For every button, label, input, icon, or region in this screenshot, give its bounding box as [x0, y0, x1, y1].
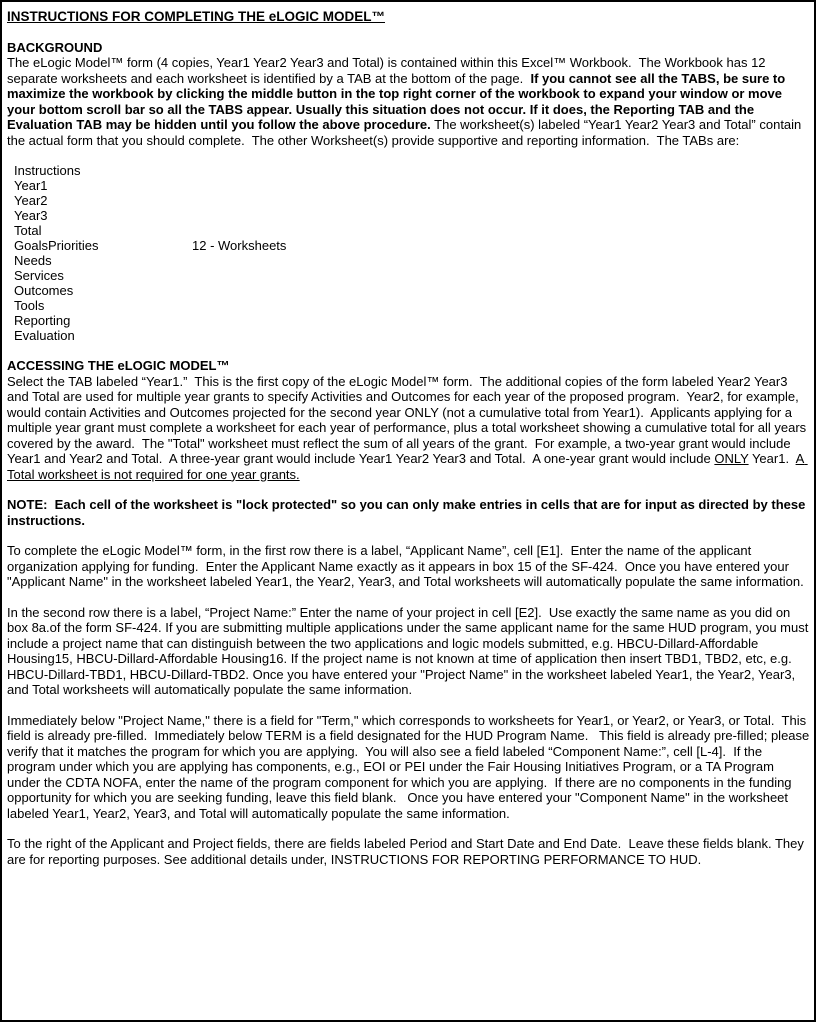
accessing-paragraph-underline-segment: A Total worksheet is not required for one year grants. — [7, 451, 808, 482]
tab-list-item — [14, 163, 810, 178]
accessing-paragraph-underline-segment: ONLY — [714, 451, 749, 466]
tab-list-item-label: GoalsPriorities — [14, 238, 99, 253]
accessing-paragraph-segment: Year1. — [748, 451, 796, 466]
tab-list-item — [14, 268, 810, 283]
term-component-paragraph: Immediately below "Project Name," there is a field for "Term," which corresponds to worksheets for Year1, or Year2, or Year3, or Total. This field is already pre-filled. Immediately below TERM is a field designated for the HUD Program Name. This field is already pre-filled; please verify that it matches the program for which you are applying. You will also see a field labeled “Component Name:”, cell [L-4]. If the program under which you are applying has components, e.g., EOI or PEI under the Fair Housing Initiatives Program, or a TA Program under the CDTA NOFA, enter the name of the program component for which you are applying. If there are no components in the funding opportunity for which you are seeking funding, leave this field blank. Once you have entered your "Component Name" in the worksheet labeled Year1, Year2, Year3, and Total will automatically populate the same information. — [7, 712, 813, 821]
tab-list-item-label: Year3 — [14, 208, 48, 223]
tab-list-item — [14, 313, 810, 328]
tab-list-item — [14, 178, 810, 193]
accessing-heading: ACCESSING THE eLOGIC MODEL™ — [7, 358, 230, 373]
tab-list-item-label: Outcomes — [14, 283, 74, 298]
tab-list-item-label: Instructions — [14, 163, 81, 178]
tab-list-item — [14, 208, 810, 223]
tab-list-item-label: Evaluation — [14, 328, 75, 343]
tab-list-item — [14, 193, 810, 208]
page-title: INSTRUCTIONS FOR COMPLETING THE eLOGIC MODEL™ — [7, 9, 385, 24]
background-paragraph-segment: The worksheet(s) labeled “Year1 Year2 Year3 and Total” contain the actual form that you should complete. The other Worksheet(s) provide supportive and reporting information. The TABs are: — [7, 117, 805, 148]
tab-list-item-label: Services — [14, 268, 64, 283]
tab-list-item — [14, 223, 810, 238]
lock-protected-note: NOTE: Each cell of the worksheet is "lock protected" so you can only make entries in cells that are for input as directed by these instructions. — [7, 497, 809, 528]
background-paragraph-bold-segment: If you cannot see all the TABS, be sure to maximize the workbook by clicking the middle button in the top right corner of the workbook to expand your window or move your bottom scroll bar so all the TABS appear. Usually this situation does not occur. If it does, the Reporting TAB and the Evaluation TAB may be hidden until you follow the above procedure. — [7, 70, 789, 132]
tab-list-item — [14, 328, 810, 343]
background-paragraph-segment: The eLogic Model™ form (4 copies, Year1 Year2 Year3 and Total) is contained within this Excel™ Workbook. The Workbook has 12 separate worksheets and each worksheet is identified by a TAB at the bottom of the page. — [7, 55, 770, 86]
applicant-name-paragraph: To complete the eLogic Model™ form, in the first row there is a label, “Applicant Name”, cell [E1]. Enter the name of the applicant organization applying for funding. Enter the Applicant Name exactly as it appears in box 15 of the SF-424. Once you have entered your "Applicant Name" in the worksheet labeled Year1, the Year2, Year3, and Total worksheets will automatically populate the same information. — [7, 543, 804, 589]
tab-list-item-label: Tools — [14, 298, 45, 313]
worksheet-tab-list — [7, 163, 810, 343]
tab-list-item-label: Year2 — [14, 193, 48, 208]
tab-list-item — [14, 298, 810, 313]
background-paragraph — [7, 55, 810, 148]
tab-list-item-label: Year1 — [14, 178, 48, 193]
accessing-paragraph — [7, 374, 810, 483]
accessing-paragraph-segment: Select the TAB labeled “Year1.” This is the first copy of the eLogic Model™ form. The additional copies of the form labeled Year2 Year3 and Total are used for multiple year grants to specify Activities and Outcomes for each year of the proposed program. Year2, for example, would contain Activities and Outcomes projected for the second year ONLY (not a cumulative total from Year1). Applicants applying for a multiple year grant must complete a worksheet for each year of performance, plus a total worksheet showing a cumulative total for all years covered by the award. The "Total" worksheet must reflect the sum of all years of the grant. For example, a two-year grant would include Year1 and Year2 and Total. A three-year grant would include Year1 Year2 Year3 and Total. A one-year grant would include — [7, 373, 810, 466]
worksheet-count-note: 12 - Worksheets — [192, 238, 287, 253]
background-heading: BACKGROUND — [7, 39, 103, 55]
tab-list-item — [14, 253, 810, 268]
tab-list-item — [14, 238, 810, 253]
tab-list-item-label: Needs — [14, 253, 52, 268]
tab-list-item-label: Reporting — [14, 313, 71, 328]
project-name-paragraph: In the second row there is a label, “Project Name:” Enter the name of your project in cell [E2]. Use exactly the same name as you did on box 8a.of the form SF-424. If you are submitting multiple applications under the same applicant name for the same HUD program, you must include a project name that can distinguish between the two applications and logic models submitted, e.g. HBCU-Dillard-Affordable Housing15, HBCU-Dillard-Affordable Housing16. If the project name is not known at time of application then insert TBD1, TBD2, etc, e.g. HBCU-Dillard-TBD1, HBCU-Dillard-TBD2. Once you have entered your "Project Name" in the worksheet labeled Year1, the Year2, Year3, and Total worksheets will automatically populate the same information. — [7, 604, 812, 697]
tab-list-item-label: Total — [14, 223, 42, 238]
period-dates-paragraph: To the right of the Applicant and Project fields, there are fields labeled Period and Start Date and End Date. Leave these fields blank. They are for reporting purposes. See additional details under, INSTRUCTIONS FOR REPORTING PERFORMANCE TO HUD. — [7, 836, 808, 867]
tab-list-item — [14, 283, 810, 298]
